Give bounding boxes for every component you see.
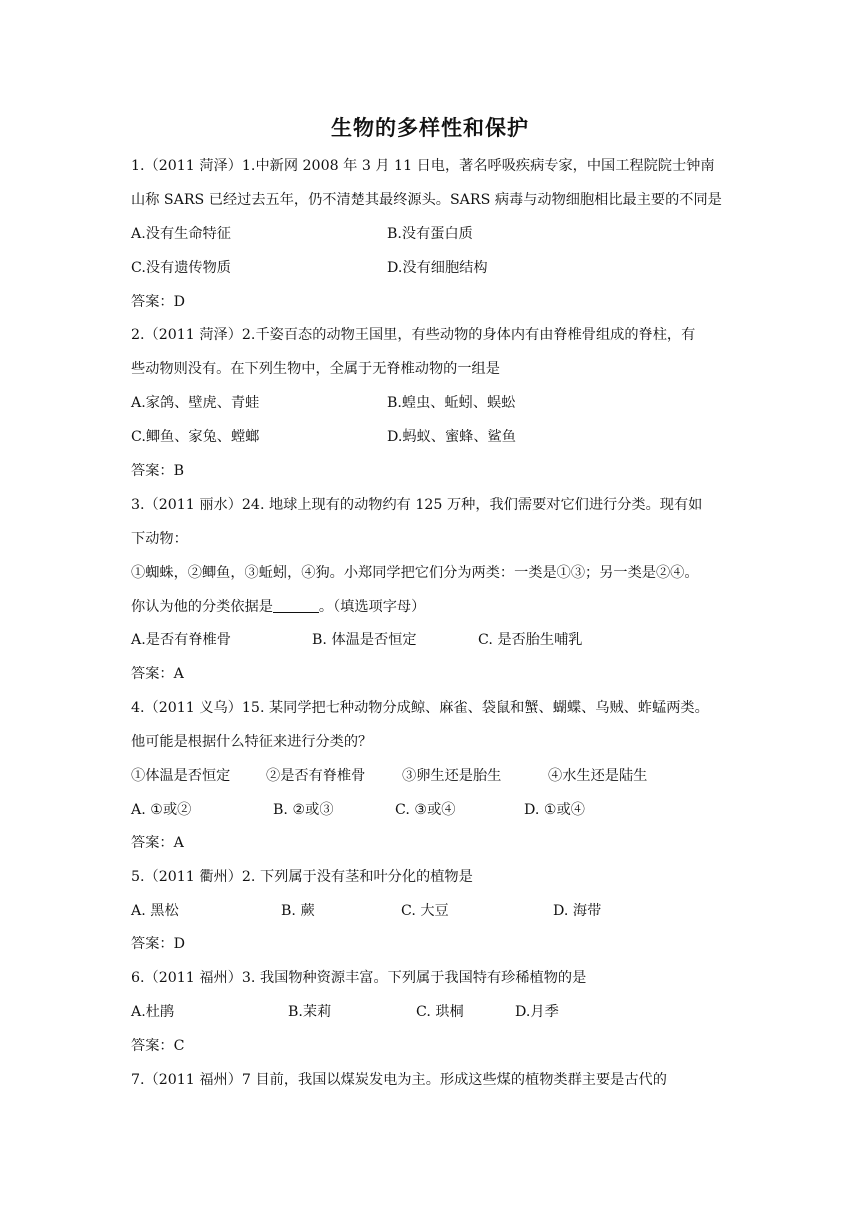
q3-option-b: B. 体温是否恒定	[312, 632, 417, 648]
q3-option-c: C. 是否胎生哺乳	[478, 632, 583, 648]
q4-stem-line-1: 4.（2011 义乌）15. 某同学把七种动物分成鲸、麻雀、袋鼠和蟹、蝴蝶、乌贼、蚱蜢两类。	[131, 700, 709, 716]
q5-option-d: D. 海带	[553, 903, 602, 919]
q4-answer: 答案：A	[131, 835, 184, 851]
q6-option-b: B.茉莉	[288, 1004, 332, 1020]
q2-stem-line-1: 2.（2011 菏泽）2.千姿百态的动物王国里，有些动物的身体内有由脊椎骨组成的脊柱，有	[131, 327, 696, 343]
q6-option-a: A.杜鹃	[131, 1004, 175, 1020]
q3-option-a: A.是否有脊椎骨	[131, 632, 231, 648]
q5-option-a: A. 黑松	[131, 903, 179, 919]
q1-stem-line-1: 1.（2011 菏泽）1.中新网 2008 年 3 月 11 日电，著名呼吸疾病专家，中国工程院院士钟南	[131, 158, 715, 174]
q2-option-b: B.蝗虫、蚯蚓、蜈蚣	[387, 395, 516, 411]
q2-option-a: A.家鸽、壁虎、青蛙	[131, 395, 260, 411]
q4-option-d: D. ①或④	[524, 802, 585, 818]
q1-option-d: D.没有细胞结构	[387, 260, 488, 276]
q6-answer: 答案：C	[131, 1038, 185, 1054]
q5-stem-line-1: 5.（2011 衢州）2. 下列属于没有茎和叶分化的植物是	[131, 869, 473, 885]
q5-answer: 答案：D	[131, 936, 185, 952]
page-title: 生物的多样性和保护	[331, 116, 529, 140]
q5-option-b: B. 蕨	[281, 903, 315, 919]
q1-answer: 答案：D	[131, 294, 185, 310]
q4-option-c: C. ③或④	[395, 802, 456, 818]
q3-line4-prefix: 你认为他的分类依据是	[131, 599, 273, 615]
q1-option-a: A.没有生命特征	[131, 226, 231, 242]
q4-statement-1: ①体温是否恒定	[131, 768, 231, 784]
q7-stem-line-1: 7.（2011 福州）7 目前，我国以煤炭发电为主。形成这些煤的植物类群主要是古代的	[131, 1072, 667, 1088]
fill-in-blank	[273, 596, 319, 613]
q4-statement-2: ②是否有脊椎骨	[266, 768, 366, 784]
q4-stem-line-2: 他可能是根据什么特征来进行分类的？	[131, 734, 373, 750]
q2-stem-line-2: 些动物则没有。在下列生物中，全属于无脊椎动物的一组是	[131, 361, 500, 377]
q4-option-b: B. ②或③	[273, 802, 334, 818]
q2-option-d: D.蚂蚁、蜜蜂、鲨鱼	[387, 429, 516, 445]
q1-stem-line-2: 山称 SARS 已经过去五年，仍不清楚其最终源头。SARS 病毒与动物细胞相比最主要的不同是	[131, 192, 722, 208]
q6-stem-line-1: 6.（2011 福州）3. 我国物种资源丰富。下列属于我国特有珍稀植物的是	[131, 970, 587, 986]
q1-option-c: C.没有遗传物质	[131, 260, 231, 276]
q4-statement-4: ④水生还是陆生	[548, 768, 648, 784]
q3-line4-suffix: 。（填选项字母）	[318, 599, 426, 615]
q1-option-b: B.没有蛋白质	[387, 226, 473, 242]
q3-stem-line-2: 下动物：	[131, 531, 188, 547]
q3-stem-line-3: ①蜘蛛，②鲫鱼，③蚯蚓，④狗。小郑同学把它们分为两类：一类是①③；另一类是②④。	[131, 565, 699, 581]
q3-answer: 答案：A	[131, 666, 184, 682]
q2-option-c: C.鲫鱼、家兔、螳螂	[131, 429, 260, 445]
q5-option-c: C. 大豆	[401, 903, 449, 919]
q6-option-d: D.月季	[515, 1004, 559, 1020]
q6-option-c: C. 珙桐	[416, 1004, 464, 1020]
q2-answer: 答案：B	[131, 463, 184, 479]
q3-stem-line-1: 3.（2011 丽水）24. 地球上现有的动物约有 125 万种，我们需要对它们进行分类。现有如	[131, 497, 703, 513]
q4-statement-3: ③卵生还是胎生	[402, 768, 502, 784]
q3-stem-line-4	[131, 595, 425, 619]
q4-option-a: A. ①或②	[131, 802, 192, 818]
